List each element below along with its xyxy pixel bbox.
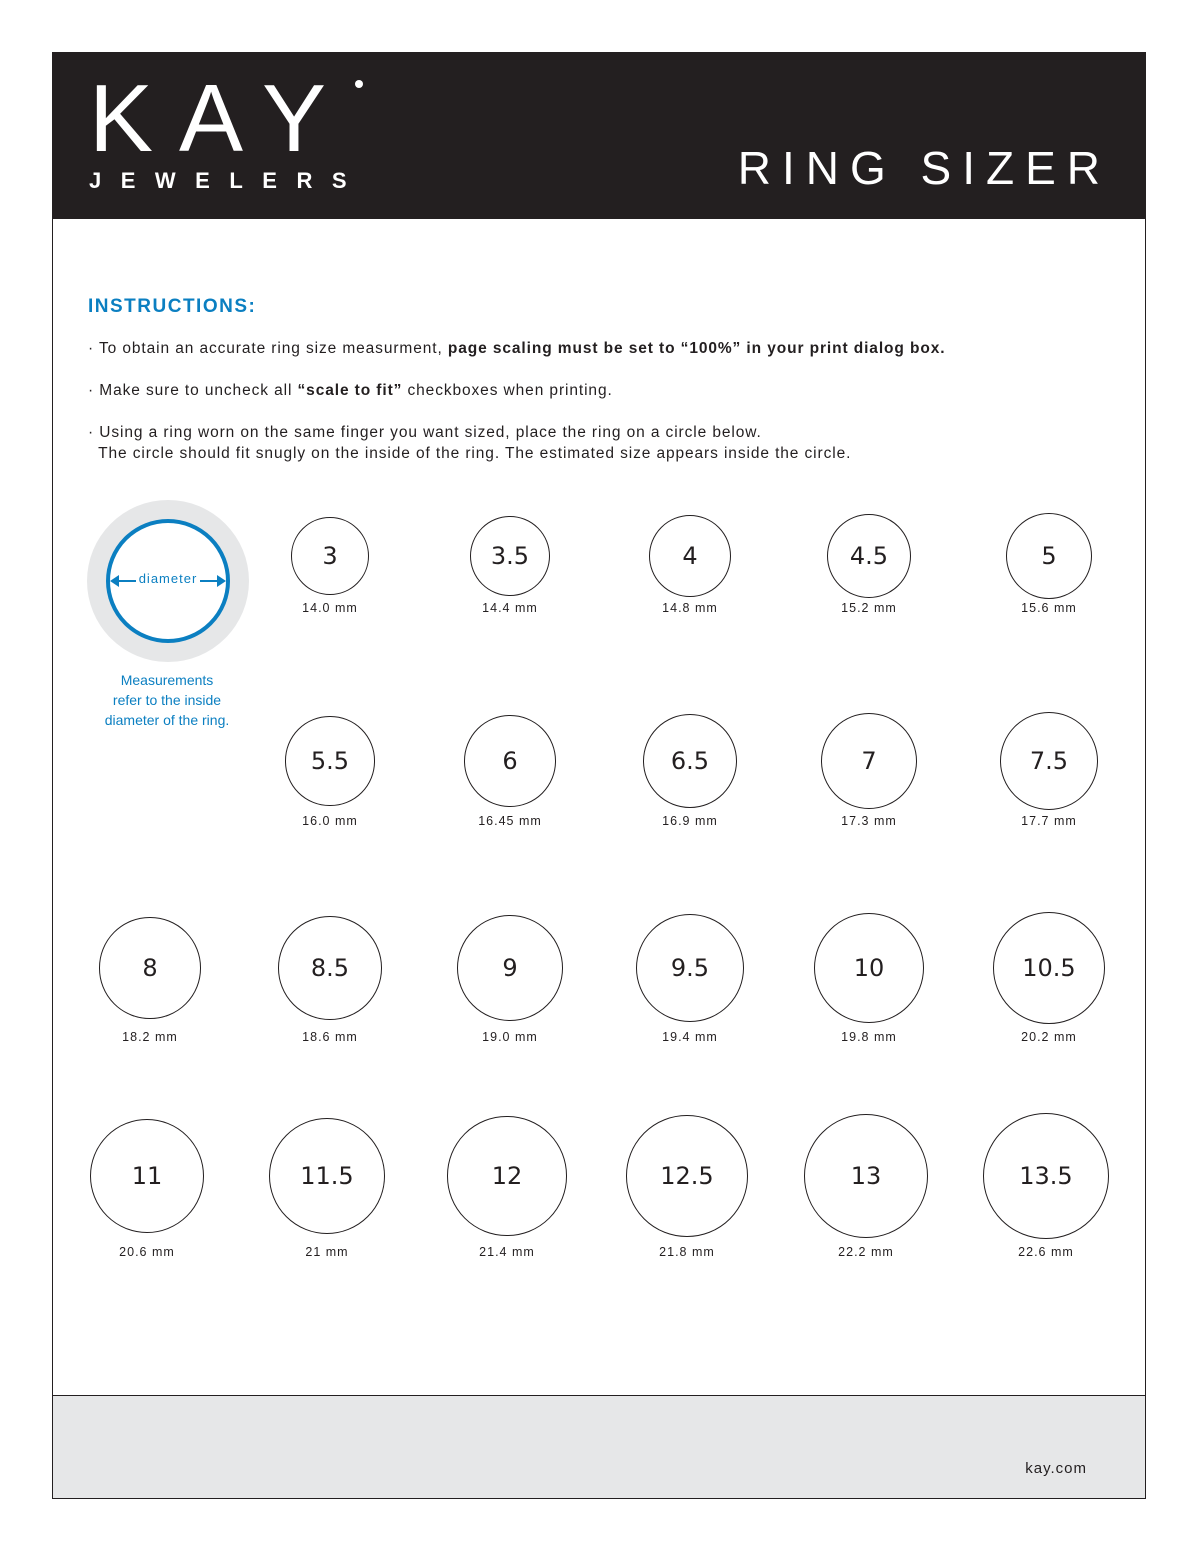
instruction-line-4: The circle should fit snugly on the inside of the ring. The estimated size appears inside the circle. [88, 445, 852, 462]
ring-size-label: 11 [131, 1161, 163, 1190]
ring-circle-size-10-5 [993, 912, 1106, 1025]
ring-size-label: 4.5 [849, 541, 889, 570]
ring-circle-size-11-5 [269, 1118, 386, 1235]
ring-size-label: 6.5 [670, 746, 710, 775]
ring-diameter-mm: 17.3 mm [841, 814, 897, 828]
brand-logo: KAY [89, 65, 352, 172]
diameter-diagram [87, 500, 249, 662]
ring-diameter-mm: 14.4 mm [482, 601, 538, 615]
brand-subtitle: JEWELERS [89, 168, 367, 193]
ring-diameter-mm: 16.45 mm [478, 814, 542, 828]
ring-diameter-mm: 21.4 mm [479, 1245, 535, 1259]
ring-size-label: 10 [853, 953, 885, 982]
ring-size-label: 9.5 [670, 953, 710, 982]
ring-size-label: 6 [502, 746, 518, 775]
ring-circle-size-4-5 [827, 514, 912, 599]
ring-diameter-mm: 17.7 mm [1021, 814, 1077, 828]
ring-size-label: 3.5 [490, 541, 530, 570]
measurement-note: Measurements refer to the inside diameter of the ring. [104, 672, 230, 728]
ring-circle-size-13 [804, 1114, 928, 1238]
instruction-line-2: · Make sure to uncheck all “scale to fit” checkboxes when printing. [88, 382, 613, 399]
instructions-heading: INSTRUCTIONS: [88, 296, 257, 317]
ring-diameter-mm: 19.4 mm [662, 1030, 718, 1044]
ring-circle-size-6-5 [643, 714, 737, 808]
ring-diameter-mm: 15.6 mm [1021, 601, 1077, 615]
ring-circle-size-8-5 [278, 916, 382, 1020]
ring-diameter-mm: 14.0 mm [302, 601, 358, 615]
ring-diameter-mm: 15.2 mm [841, 601, 897, 615]
ring-circle-size-3-5 [470, 516, 550, 596]
ring-circle-size-5 [1006, 513, 1093, 600]
ring-diameter-mm: 16.9 mm [662, 814, 718, 828]
ring-size-label: 7 [861, 746, 877, 775]
ring-circle-size-11 [90, 1119, 205, 1234]
ring-diameter-mm: 19.8 mm [841, 1030, 897, 1044]
ring-size-label: 10.5 [1022, 953, 1076, 982]
page-title: RING SIZER [737, 142, 1111, 194]
footer-bar [53, 1395, 1145, 1498]
ring-diameter-mm: 22.2 mm [838, 1245, 894, 1259]
ring-diameter-mm: 21 mm [305, 1245, 349, 1259]
ring-circle-size-6 [464, 715, 556, 807]
ring-size-label: 5.5 [310, 746, 350, 775]
ring-diameter-mm: 20.6 mm [119, 1245, 175, 1259]
ring-size-label: 12 [491, 1161, 523, 1190]
ring-diameter-mm: 18.2 mm [122, 1030, 178, 1044]
ring-diameter-mm: 16.0 mm [302, 814, 358, 828]
ring-size-label: 13 [850, 1161, 882, 1190]
instruction-line-1: · To obtain an accurate ring size measurment, page scaling must be set to “100%” in your print dialog box. [88, 340, 946, 357]
ring-size-label: 7.5 [1029, 746, 1069, 775]
ring-circle-size-8 [99, 917, 200, 1018]
diameter-label: diameter [136, 571, 200, 586]
ring-circle-size-10 [814, 913, 924, 1023]
ring-circle-size-13-5 [983, 1113, 1109, 1239]
ring-size-label: 8 [142, 953, 158, 982]
ring-circle-size-9 [457, 915, 563, 1021]
ring-size-label: 4 [682, 541, 698, 570]
header-bar [53, 53, 1145, 219]
ring-diameter-mm: 18.6 mm [302, 1030, 358, 1044]
ring-circle-size-9-5 [636, 914, 744, 1022]
instructions-section [88, 296, 1118, 464]
ring-circle-size-3 [291, 517, 369, 595]
ring-circle-size-7-5 [1000, 712, 1099, 811]
registered-mark-icon [355, 80, 363, 88]
ring-diameter-mm: 19.0 mm [482, 1030, 538, 1044]
ring-size-label: 11.5 [300, 1161, 354, 1190]
ring-sizer-page [52, 52, 1146, 1499]
ring-circle-size-12 [447, 1116, 566, 1235]
ring-circle-size-4 [649, 515, 731, 597]
ring-size-label: 3 [322, 541, 338, 570]
ring-diameter-mm: 14.8 mm [662, 601, 718, 615]
ring-circle-size-5-5 [285, 716, 374, 805]
ring-size-label: 8.5 [310, 953, 350, 982]
ring-size-label: 9 [502, 953, 518, 982]
ring-diameter-mm: 22.6 mm [1018, 1245, 1074, 1259]
footer-url: kay.com [1025, 1460, 1087, 1477]
ring-size-label: 12.5 [660, 1161, 714, 1190]
ring-size-label: 5 [1041, 541, 1057, 570]
ring-circle-size-7 [821, 713, 917, 809]
instruction-line-3: · Using a ring worn on the same finger you want sized, place the ring on a circle below. [88, 424, 762, 441]
ring-diameter-mm: 21.8 mm [659, 1245, 715, 1259]
ring-circle-size-12-5 [626, 1115, 747, 1236]
ring-diameter-mm: 20.2 mm [1021, 1030, 1077, 1044]
ring-size-label: 13.5 [1019, 1161, 1073, 1190]
